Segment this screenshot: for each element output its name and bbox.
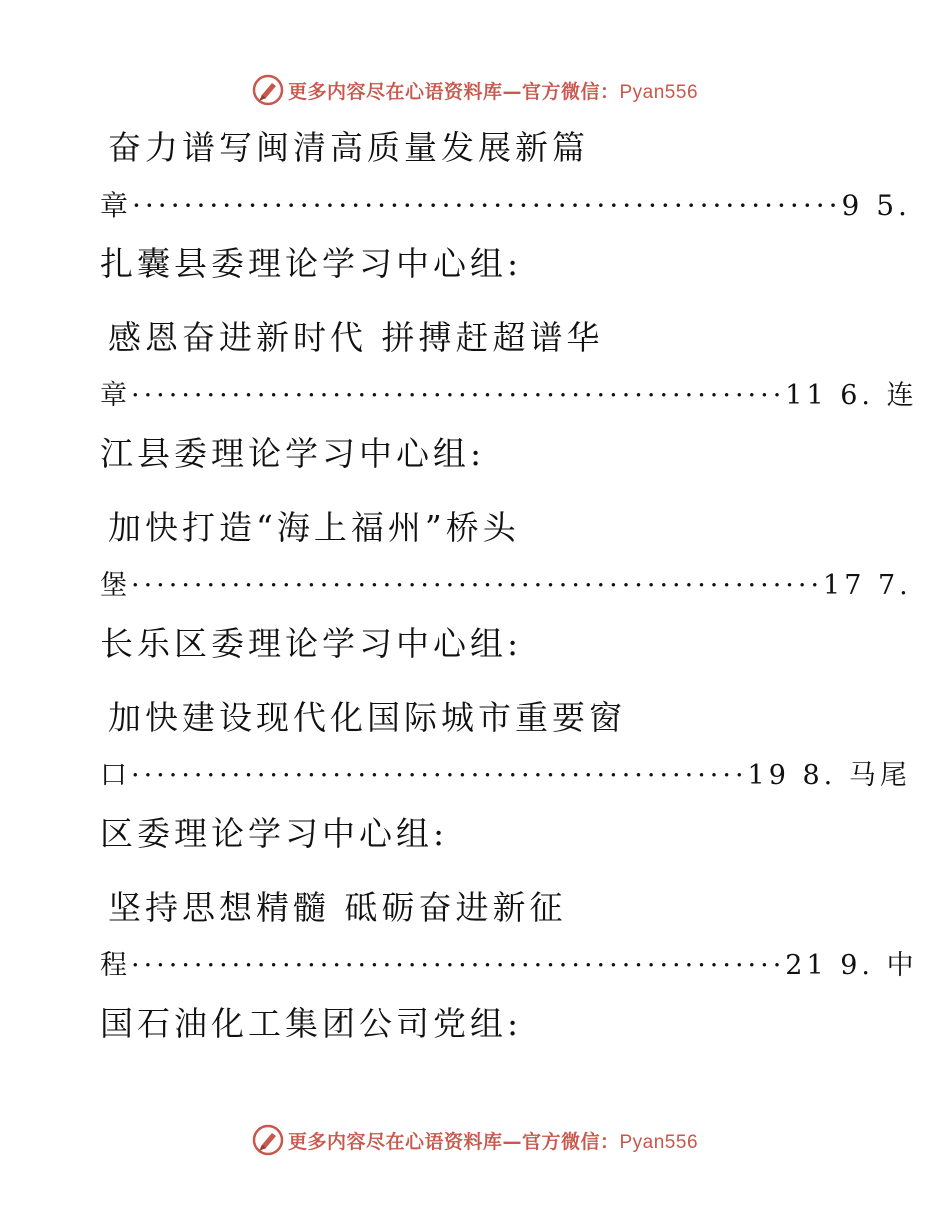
watermark-text: 更多内容尽在心语资料库—官方微信： [287, 80, 620, 103]
toc-line-leader: 堡·······················································17 7. [100, 570, 912, 601]
logo-icon [252, 74, 284, 106]
toc-line-title: 感恩奋进新时代 拼搏赶超谱华 [108, 318, 604, 357]
toc-line-author: 江县委理论学习中心组: [100, 434, 486, 473]
toc-line-leader: 程····················································21 9. 中 [100, 950, 918, 981]
watermark-footer [0, 1120, 950, 1160]
toc-line-author: 国石油化工集团公司党组: [100, 1004, 523, 1043]
toc-line-author: 区委理论学习中心组: [100, 814, 449, 853]
toc-line-leader: 章·······················································9 5. [100, 189, 911, 222]
toc-line-title: 加快打造“海上福州”桥头 [108, 508, 520, 547]
toc-line-leader: 章····················································11 6. 连 [100, 380, 918, 411]
toc-line-title: 坚持思想精髓 砥砺奋进新征 [108, 888, 567, 927]
toc-line-author: 长乐区委理论学习中心组: [100, 624, 523, 663]
watermark-account: Pyan556 [619, 81, 699, 103]
toc-line-title: 加快建设现代化国际城市重要窗 [108, 698, 626, 737]
watermark-account: Pyan556 [619, 1131, 699, 1153]
watermark-text: 更多内容尽在心语资料库—官方微信： [287, 1130, 620, 1153]
toc-line-author: 扎囊县委理论学习中心组: [100, 244, 523, 283]
watermark-header [0, 70, 950, 110]
toc-line-title: 奋力谱写闽清高质量发展新篇 [108, 128, 589, 167]
toc-line-leader: 口·················································19 8. 马尾 [100, 760, 911, 791]
logo-icon [252, 1124, 284, 1156]
